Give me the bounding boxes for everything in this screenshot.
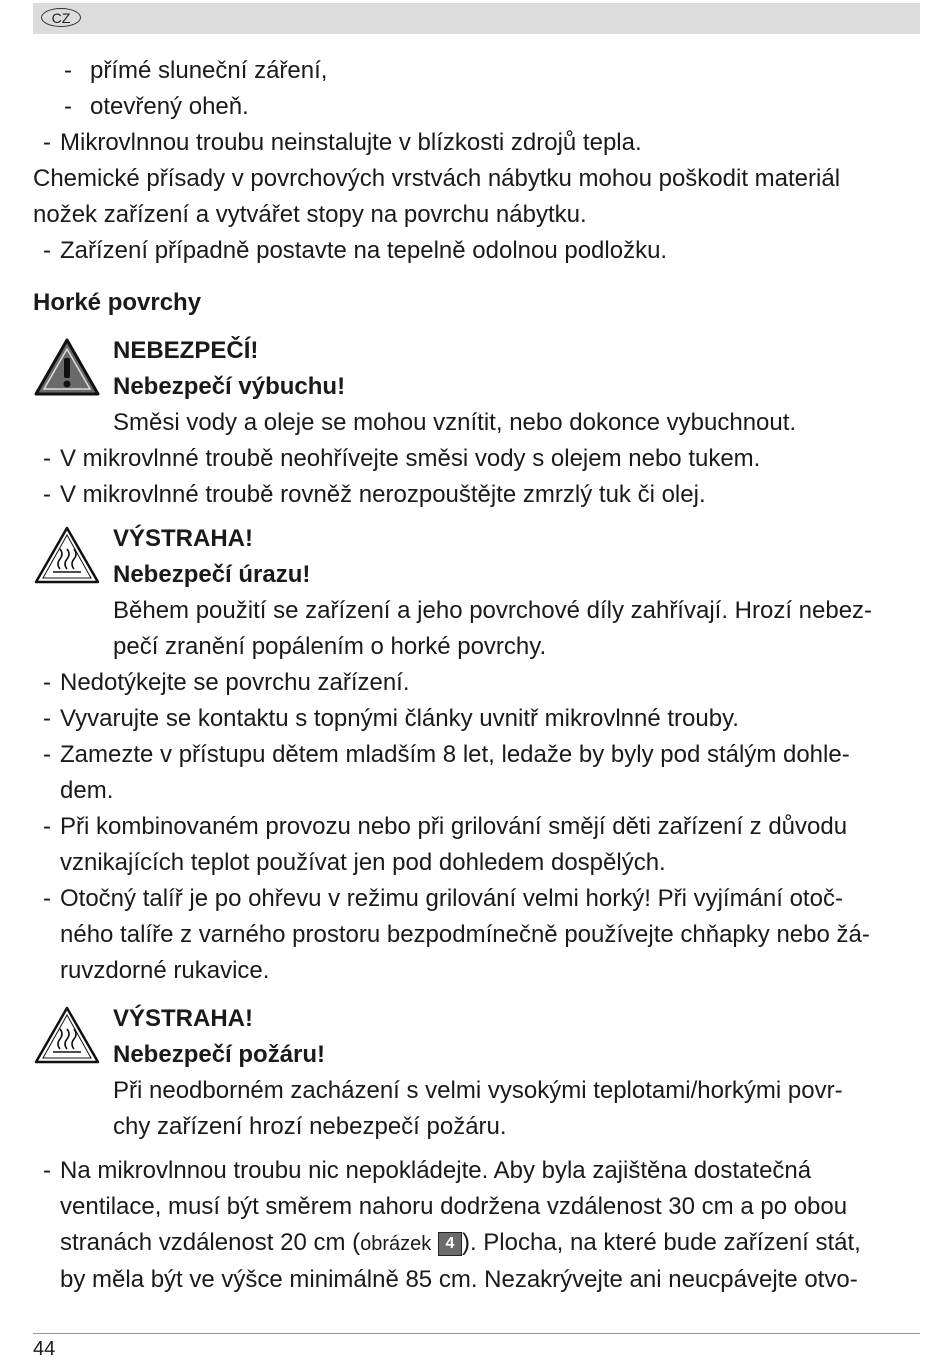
list-item: - Zařízení případně postavte na tepelně odolnou podložku.: [33, 233, 923, 269]
warning-fire-block: [33, 1001, 923, 1145]
list-item: - Na mikrovlnnou troubu nic nepokládejte. Aby byla zajištěna dostatečná: [33, 1153, 923, 1189]
danger-text: Směsi vody a oleje se mohou vznítit, nebo dokonce vybuchnout.: [113, 409, 797, 436]
figure-number-badge: 4: [438, 1232, 462, 1256]
warning-subtitle: Nebezpečí úrazu!: [113, 561, 311, 588]
list-item-continuation: ného talíře z varného prostoru bezpodmínečně používejte chňapky nebo žá-: [60, 921, 870, 948]
list-item: - V mikrovlnné troubě neohřívejte směsi vody s olejem nebo tukem.: [33, 441, 923, 477]
list-item: - Otočný talíř je po ohřevu v režimu grilování velmi horký! Při vyjímání otoč-: [33, 881, 923, 917]
list-item-continuation: ventilace, musí být směrem nahoru dodržena vzdálenost 30 cm a po obou: [60, 1193, 848, 1220]
list-item: - Při kombinovaném provozu nebo při grilování smějí děti zařízení z důvodu: [33, 809, 923, 845]
text-fragment: ). Plocha, na které bude zařízení stát,: [461, 1229, 861, 1256]
list-item-continuation: [33, 1225, 923, 1262]
list-item: - Zamezte v přístupu dětem mladším 8 let, ledaže by byly pod stálým dohle-: [33, 737, 923, 773]
section-title: Horké povrchy: [33, 289, 202, 316]
danger-level: NEBEZPEČÍ!: [113, 337, 259, 364]
list-item: - otevřený oheň.: [33, 89, 923, 125]
warning-text: pečí zranění popálením o horké povrchy.: [113, 633, 547, 660]
figure-reference-label: obrázek: [360, 1233, 432, 1255]
hot-surface-icon: [33, 525, 101, 585]
list-item: - Nedotýkejte se povrchu zařízení.: [33, 665, 923, 701]
warning-level: VÝSTRAHA!: [113, 1005, 254, 1032]
list-item: - Mikrovlnnou troubu neinstalujte v blízkosti zdrojů tepla.: [33, 125, 923, 161]
page-content: [33, 53, 923, 1298]
hot-surface-icon: [33, 1005, 101, 1065]
page-number: 44: [33, 1338, 56, 1360]
list-item-continuation: by měla být ve výšce minimálně 85 cm. Nezakrývejte ani neucpávejte otvo-: [60, 1266, 858, 1293]
paragraph-line: Chemické přísady v povrchových vrstvách nábytku mohou poškodit materiál: [33, 165, 841, 192]
list-item: - V mikrovlnné troubě rovněž nerozpouštějte zmrzlý tuk či olej.: [33, 477, 923, 513]
warning-level: VÝSTRAHA!: [113, 525, 254, 552]
list-item: - přímé sluneční záření,: [33, 53, 923, 89]
text-fragment: stranách vzdálenost 20 cm (: [60, 1229, 361, 1256]
warning-injury-block: [33, 521, 923, 665]
warning-text: chy zařízení hrozí nebezpečí požáru.: [113, 1113, 507, 1140]
header-bar: [33, 3, 920, 34]
list-item: - Vyvarujte se kontaktu s topnými články uvnitř mikrovlnné trouby.: [33, 701, 923, 737]
warning-subtitle: Nebezpečí požáru!: [113, 1041, 326, 1068]
warning-triangle-icon: [33, 337, 101, 397]
warning-text: Během použití se zařízení a jeho povrchové díly zahřívají. Hrozí nebez-: [113, 597, 873, 624]
language-badge: CZ: [41, 8, 81, 27]
danger-subtitle: Nebezpečí výbuchu!: [113, 373, 346, 400]
paragraph-line: nožek zařízení a vytvářet stopy na povrchu nábytku.: [33, 201, 587, 228]
list-item-continuation: vznikajících teplot používat jen pod dohledem dospělých.: [60, 849, 666, 876]
danger-block: [33, 333, 923, 441]
footer-divider: [33, 1333, 920, 1334]
list-item-continuation: ruvzdorné rukavice.: [60, 957, 270, 984]
warning-text: Při neodborném zacházení s velmi vysokými teplotami/horkými povr-: [113, 1077, 843, 1104]
list-item-continuation: dem.: [60, 777, 114, 804]
